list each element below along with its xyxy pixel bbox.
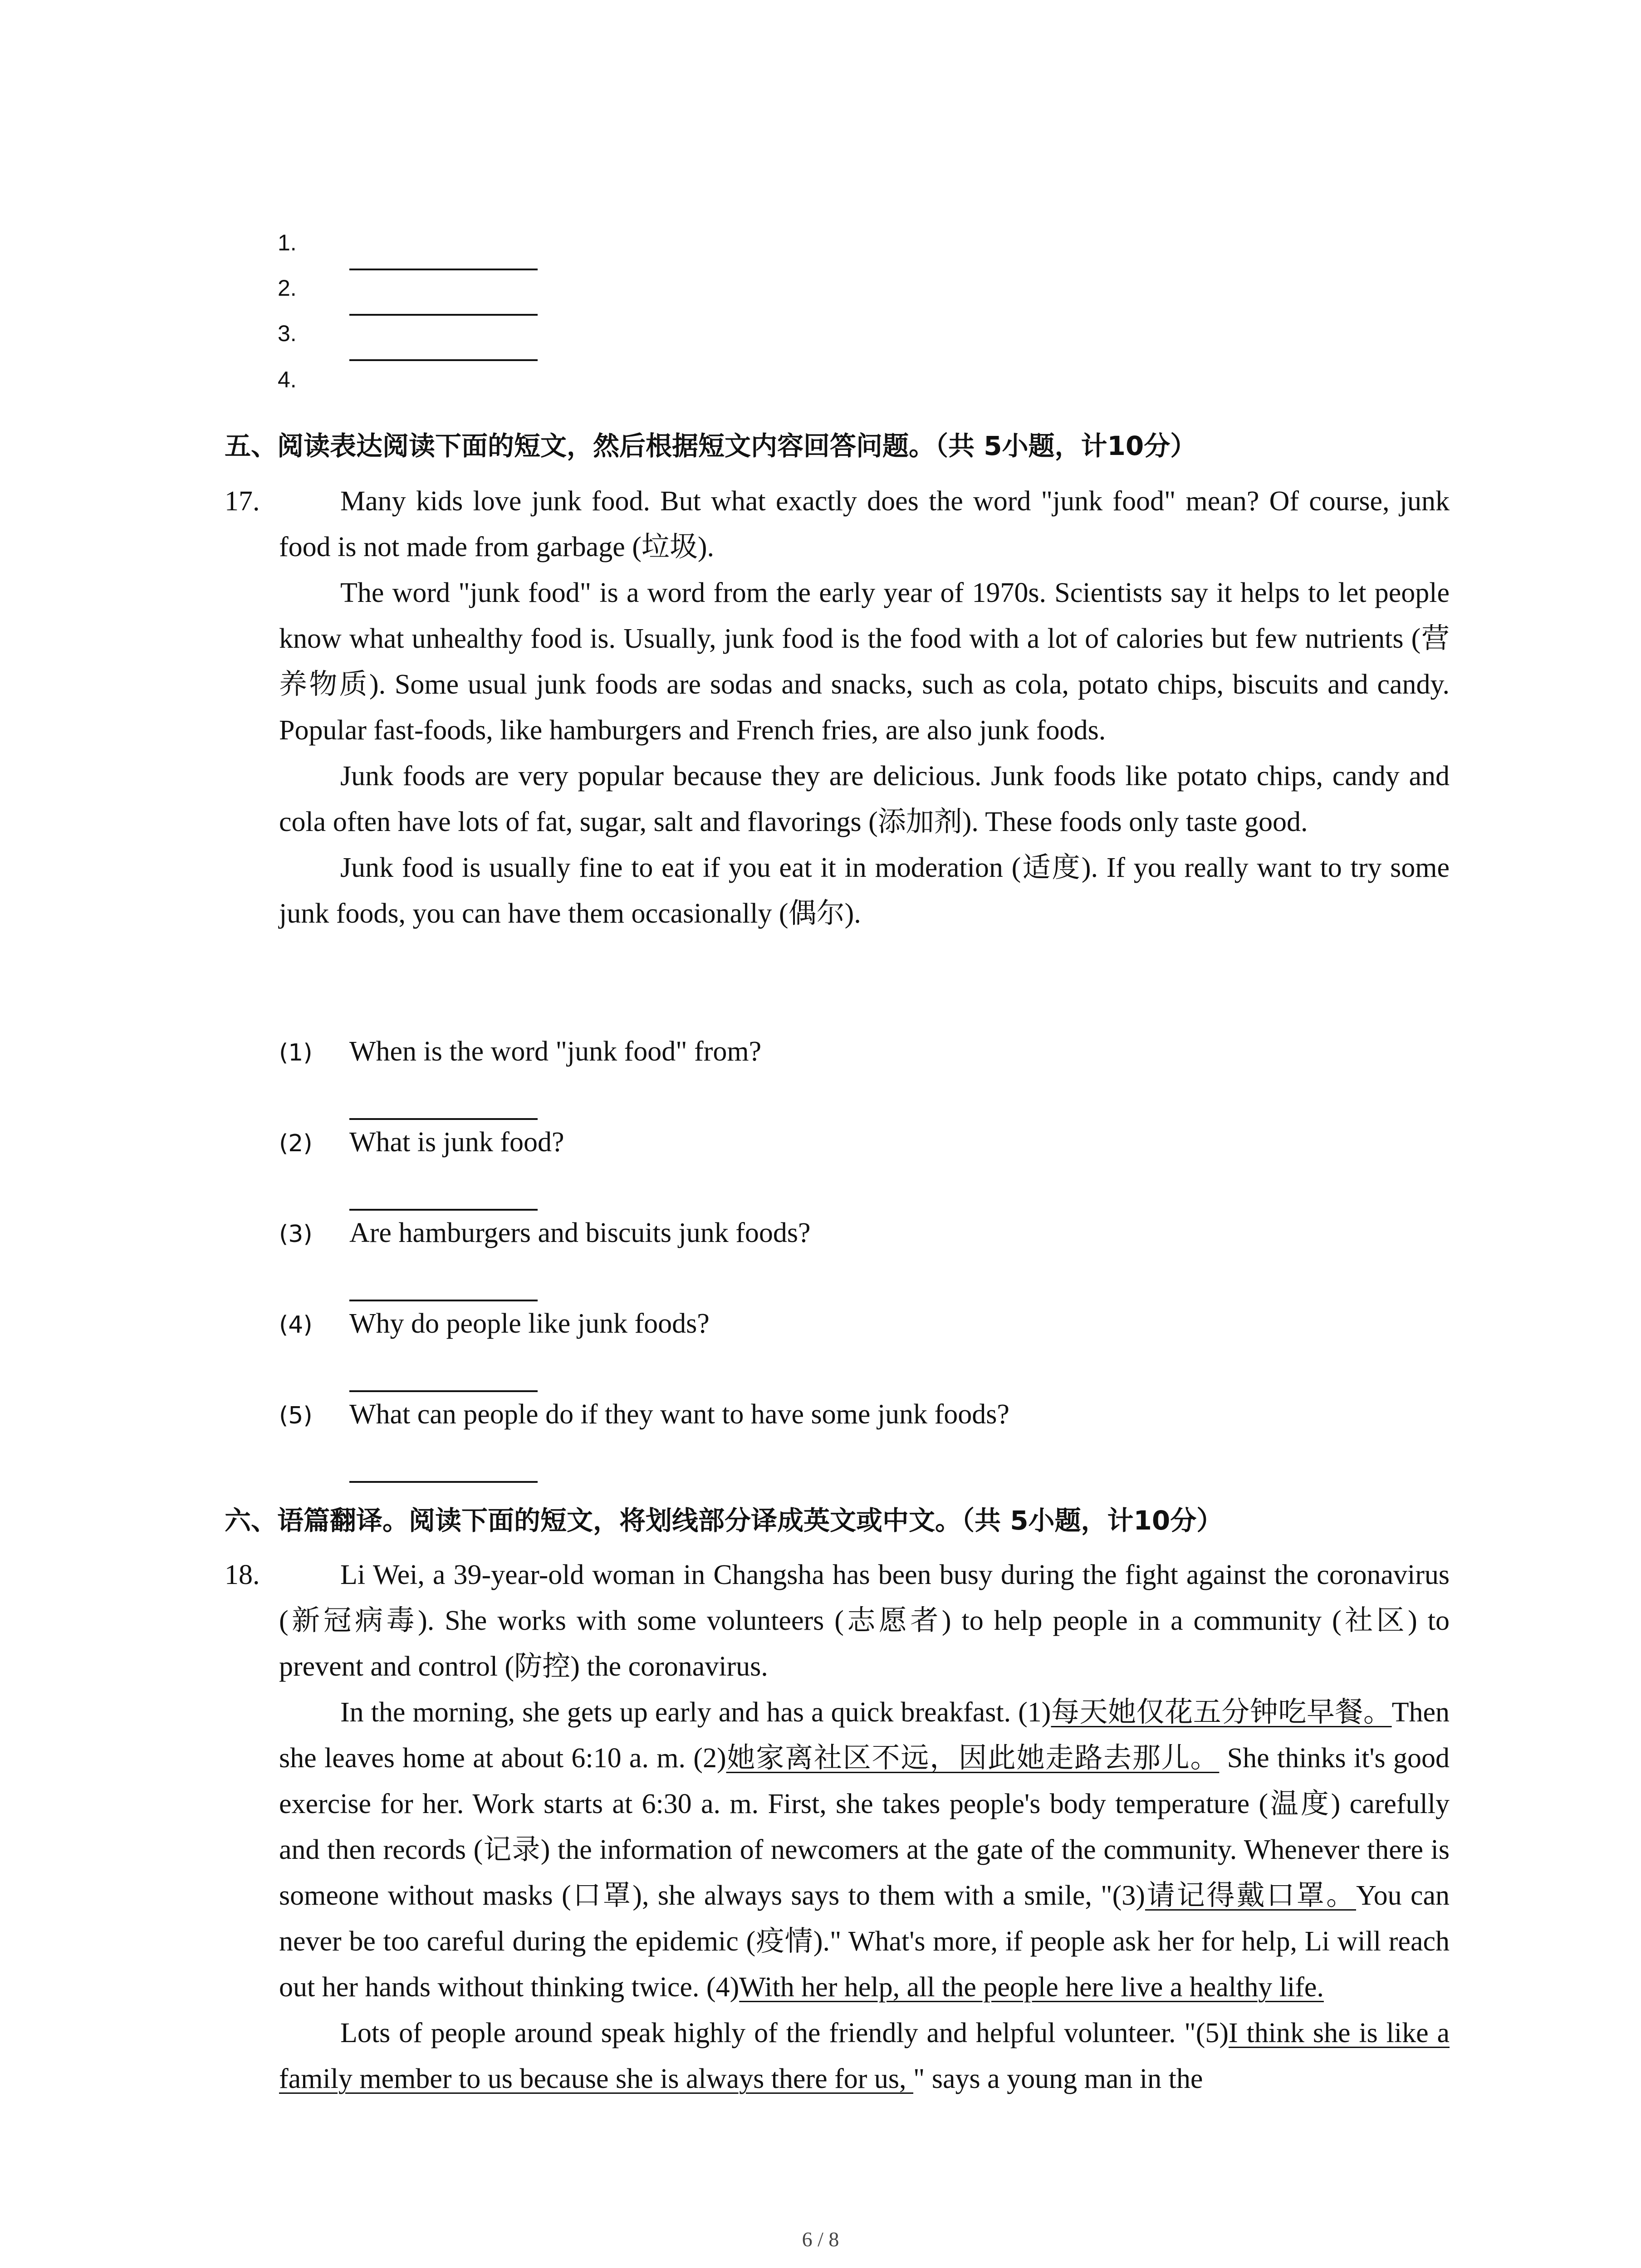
- answer-number: 3.: [278, 321, 297, 346]
- underlined-sentence-1: 每天她仅花五分钟吃早餐。: [1051, 1697, 1392, 1728]
- answer-blank[interactable]: [349, 1390, 538, 1392]
- passage-paragraph: [279, 2010, 1450, 2102]
- question-text: Why do people like junk foods?: [349, 1308, 710, 1339]
- answer-blank[interactable]: [349, 269, 538, 270]
- passage-paragraph: Junk food is usually fine to eat if you eat it in moderation (适度). If you really want to try some junk foods, you can have them occasionally (偶尔).: [279, 852, 1450, 929]
- question-label: (3): [279, 1221, 313, 1248]
- passage-text: In the morning, she gets up early and has a quick breakfast. (1): [340, 1697, 1051, 1728]
- question-text: Are hamburgers and biscuits junk foods?: [349, 1217, 811, 1248]
- underlined-sentence-2: 她家离社区不远，因此她走路去那儿。: [726, 1743, 1220, 1774]
- answer-blank[interactable]: [349, 359, 538, 361]
- question-label: (5): [279, 1402, 313, 1429]
- question-text: When is the word "junk food" from?: [349, 1036, 762, 1067]
- passage-text: She thinks it's good exercise for her. Work starts at 6:30 a. m. First, she takes people's body temperature (温度) carefully and then records (记录) the information of newcomers at the gate of the community. Whenever there is someone without masks (口罩), she always says to them with a smile, "(3): [279, 1743, 1450, 1911]
- passage-paragraph: Li Wei, a 39-year-old woman in Changsha has been busy during the fight against the coronavirus (新冠病毒). She works with some volunteers (志愿者) to help people in a community (社区) to prevent and control (防控) the coronavirus.: [279, 1559, 1450, 1682]
- underlined-sentence-5: I think she is like a family member to us because she is always there for us,: [279, 2018, 1450, 2094]
- answer-number: 1.: [278, 230, 297, 255]
- translation-passage: [279, 1552, 1450, 2102]
- passage-paragraph: Many kids love junk food. But what exactly does the word "junk food" mean? Of course, junk food is not made from garbage (垃圾).: [279, 486, 1450, 562]
- reading-passage: [279, 479, 1450, 937]
- answer-number: 4.: [278, 367, 297, 392]
- passage-paragraph: The word "junk food" is a word from the early year of 1970s. Scientists say it helps to let people know what unhealthy food is. Usually, junk food is the food with a lot of calories but few nutrients (营养物质). Some usual junk foods are sodas and snacks, such as cola, potato chips, biscuits and candy. Popular fast-foods, like hamburgers and French fries, are also junk foods.: [279, 577, 1450, 746]
- passage-paragraph: [279, 1690, 1450, 2010]
- passage-text: Then she leaves home at about 6:10 a. m. (2): [279, 1697, 1450, 1774]
- answer-number: 2.: [278, 275, 297, 301]
- question-label: (1): [279, 1039, 313, 1066]
- question-1: [279, 1033, 761, 1071]
- answer-blank[interactable]: [349, 1481, 538, 1483]
- question-4: [279, 1305, 710, 1343]
- question-number: 17.: [225, 486, 260, 517]
- answer-blank[interactable]: [349, 1300, 538, 1301]
- question-text: What is junk food?: [349, 1127, 564, 1158]
- question-label: (2): [279, 1130, 313, 1157]
- question-number: 18.: [225, 1559, 260, 1590]
- question-5: [279, 1396, 1009, 1434]
- passage-text: Lots of people around speak highly of the friendly and helpful volunteer. "(5): [340, 2018, 1229, 2048]
- section-title-5: 五、阅读表达阅读下面的短文，然后根据短文内容回答问题。（共 5小题，计10分）: [225, 430, 1197, 461]
- underlined-sentence-4: With her help, all the people here live a healthy life.: [739, 1972, 1324, 2003]
- answer-blank[interactable]: [349, 1209, 538, 1211]
- answer-blank[interactable]: [349, 1118, 538, 1120]
- question-label: (4): [279, 1311, 313, 1339]
- question-2: [279, 1124, 564, 1162]
- passage-paragraph: Junk foods are very popular because they are delicious. Junk foods like potato chips, candy and cola often have lots of fat, sugar, salt and flavorings (添加剂). These foods only taste good.: [279, 761, 1450, 837]
- passage-text: You can never be too careful during the epidemic (疫情)." What's more, if people ask her for help, Li will reach out her hands without thinking twice. (4): [279, 1880, 1450, 2003]
- passage-text: " says a young man in the: [913, 2063, 1203, 2094]
- question-text: What can people do if they want to have some junk foods?: [349, 1399, 1009, 1430]
- page-number: 6 / 8: [802, 2228, 839, 2251]
- answer-blank[interactable]: [349, 314, 538, 316]
- section-title-6: 六、语篇翻译。阅读下面的短文，将划线部分译成英文或中文。（共 5小题，计10分）: [225, 1505, 1223, 1536]
- question-3: [279, 1215, 811, 1252]
- underlined-sentence-3: 请记得戴口罩。: [1145, 1880, 1356, 1911]
